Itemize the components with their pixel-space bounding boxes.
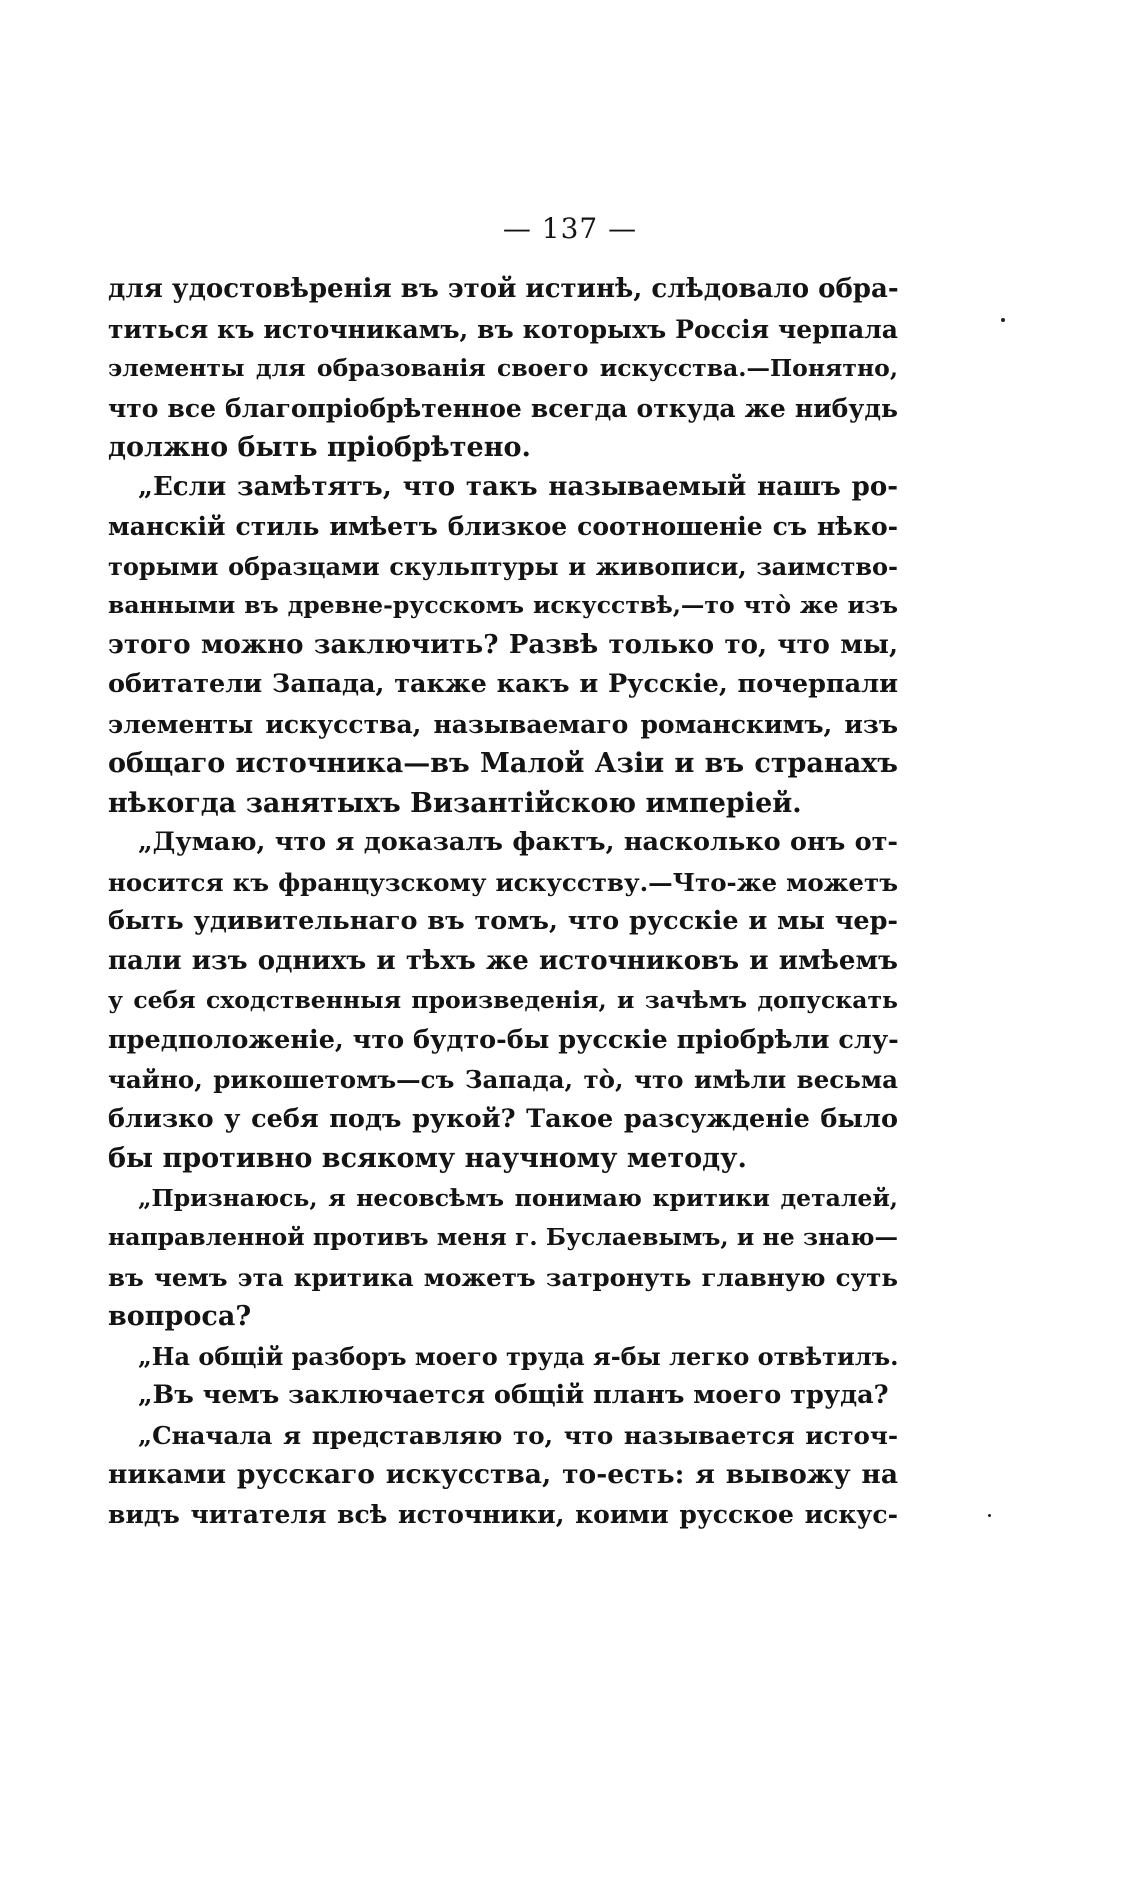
text-line: „Думаю, что я доказалъ фактъ, насколько онъ от- <box>138 827 898 857</box>
text-line: никами русскаго искусства, то-есть: я вывожу на <box>108 1459 898 1490</box>
text-line: торыми образцами скульптуры и живописи, заимство- <box>108 551 898 581</box>
text-line: титься къ источникамъ, въ которыхъ Россія черпала <box>108 314 898 344</box>
text-line: пали изъ однихъ и тѣхъ же источниковъ и имѣемъ <box>108 945 898 976</box>
scan-speck <box>988 1514 991 1517</box>
text-line: направленной противъ меня г. Буслаевымъ, и не знаю— <box>108 1223 898 1251</box>
text-line: для удостовѣренія въ этой истинѣ, слѣдовало обра- <box>108 274 899 304</box>
text-line: „Въ чемъ заключается общій планъ моего труда? <box>138 1380 889 1410</box>
text-line: ванными въ древне-русскомъ искусствѣ,—то что̀ же изъ <box>108 591 898 619</box>
text-line: близко у себя подъ рукой? Такое разсужденіе было <box>108 1103 898 1134</box>
text-line: носится къ французскому искусству.—Что-же можетъ <box>108 867 898 897</box>
text-line: бы противно всякому научному методу. <box>108 1143 747 1174</box>
text-line: предположеніе, что будто-бы русскіе пріобрѣли слу- <box>108 1024 899 1055</box>
text-line: вопроса? <box>108 1301 252 1332</box>
text-line: элементы для образованія своего искусства.—Понятно, <box>108 354 898 382</box>
text-line: что все благопріобрѣтенное всегда откуда же нибудь <box>108 393 898 423</box>
body-text <box>108 270 898 1534</box>
text-line: „Признаюсь, я несовсѣмъ понимаю критики деталей, <box>138 1183 898 1212</box>
text-line: чайно, рикошетомъ—съ Запада, то̀, что имѣли весьма <box>108 1065 898 1094</box>
text-line: манскій стиль имѣетъ близкое соотношеніе съ нѣко- <box>108 512 898 541</box>
text-line: у себя сходственныя произведенія, и зачѣмъ допускать <box>108 986 898 1014</box>
page-number: — 137 — <box>502 212 638 245</box>
text-line: должно быть пріобрѣтено. <box>108 432 531 463</box>
text-line: элементы искусства, называемаго романскимъ, изъ <box>108 709 898 739</box>
text-line: „Если замѣтятъ, что такъ называемый нашъ ро- <box>138 471 898 502</box>
text-line: „Сначала я представляю то, что называется источ- <box>138 1420 898 1450</box>
scan-speck <box>1001 318 1005 322</box>
text-line: „На общій разборъ моего труда я-бы легко отвѣтилъ. <box>138 1341 899 1371</box>
text-line: въ чемъ эта критика можетъ затронуть главную суть <box>108 1262 898 1292</box>
text-line: видъ читателя всѣ источники, коими русское искус- <box>108 1499 898 1529</box>
text-line: нѣкогда занятыхъ Византійскою имперіей. <box>108 787 802 819</box>
text-line: быть удивительнаго въ томъ, что русскіе и мы чер- <box>108 906 898 936</box>
text-line: обитатели Запада, также какъ и Русскіе, почерпали <box>108 669 898 699</box>
text-line: общаго источника—въ Малой Азіи и въ странахъ <box>108 748 898 779</box>
text-line: этого можно заключить? Развѣ только то, что мы, <box>108 629 898 660</box>
